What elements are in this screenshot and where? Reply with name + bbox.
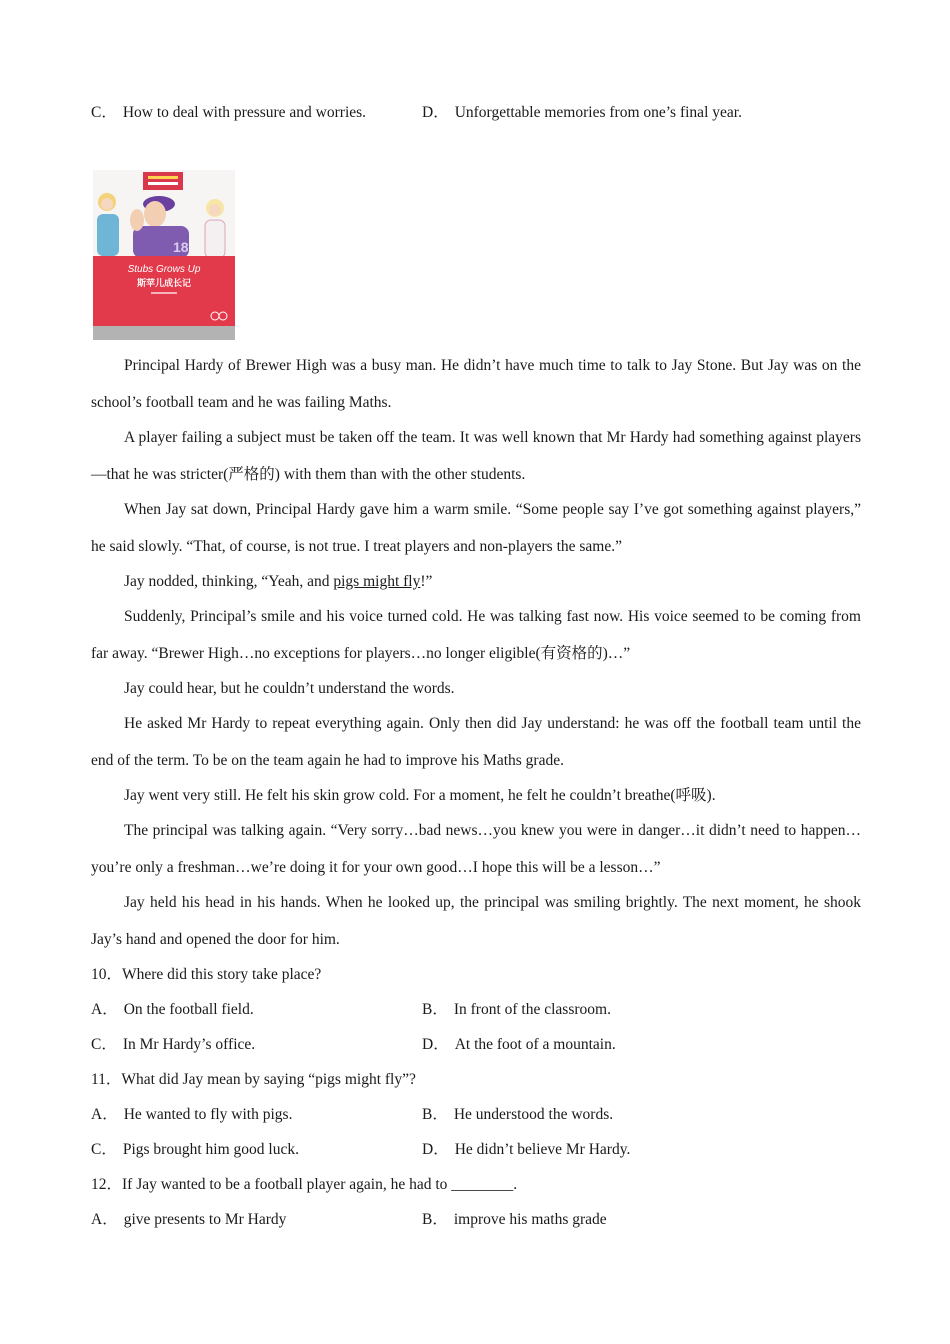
passage-paragraph-4: Jay nodded, thinking, “Yeah, and pigs might fly!” (124, 573, 433, 590)
question-11-stem: 11．What did Jay mean by saying “pigs might fly”? (91, 1071, 416, 1088)
option-b[interactable]: B． improve his maths grade (422, 1211, 607, 1228)
passage-paragraph-7: He asked Mr Hardy to repeat everything again. Only then did Jay understand: he was off the football team until the end of the term. To be on the team again he had to improve his Maths grade. (91, 715, 861, 769)
option-b[interactable]: B． In front of the classroom. (422, 1001, 611, 1018)
option-c[interactable]: C． Pigs brought him good luck. (91, 1141, 299, 1158)
passage-paragraph-8: Jay went very still. He felt his skin grow cold. For a moment, he felt he couldn’t breathe(呼吸). (124, 787, 716, 804)
question-10-options-row-2 (91, 1034, 871, 1056)
question-11-options-row-2 (91, 1139, 871, 1161)
passage-paragraph-3: When Jay sat down, Principal Hardy gave him a warm smile. “Some people say I’ve got something against players,” he said slowly. “That, of course, is not true. I treat players and non-players the same.” (91, 501, 861, 555)
passage-paragraph-10: Jay held his head in his hands. When he looked up, the principal was smiling brightly. The next moment, he shook Jay’s hand and opened the door for him. (91, 894, 861, 948)
option-a[interactable]: A． give presents to Mr Hardy (91, 1211, 287, 1228)
option-d[interactable]: D． He didn’t believe Mr Hardy. (422, 1141, 631, 1158)
question-11-options-row-1 (91, 1104, 871, 1126)
underlined-phrase: pigs might fly (333, 573, 421, 590)
passage-paragraph-5: Suddenly, Principal’s smile and his voice turned cold. He was talking fast now. His voice seemed to be coming from far away. “Brewer High…no exceptions for players…no longer eligible(有资格的)…” (91, 608, 861, 662)
prev-question-options (91, 102, 871, 124)
question-10-options-row-1 (91, 999, 871, 1021)
question-10-stem: 10．Where did this story take place? (91, 966, 322, 983)
option-a[interactable]: A． He wanted to fly with pigs. (91, 1106, 293, 1123)
jersey-number: 18 (173, 239, 189, 255)
option-b[interactable]: B． He understood the words. (422, 1106, 614, 1123)
book-title-cn: 斯苹儿成长记 (136, 279, 192, 289)
question-12-options-row-1 (91, 1209, 871, 1231)
book-title-en: Stubs Grows Up (127, 264, 201, 275)
option-d[interactable]: D． At the foot of a mountain. (422, 1036, 616, 1053)
passage-paragraph-6: Jay could hear, but he couldn’t understand the words. (124, 680, 455, 697)
passage-paragraph-1: Principal Hardy of Brewer High was a busy man. He didn’t have much time to talk to Jay Stone. But Jay was on the school’s football team and he was failing Maths. (91, 357, 861, 411)
option-d: D． Unforgettable memories from one’s final year. (422, 104, 742, 121)
question-12-stem: 12．If Jay wanted to be a football player again, he had to ________. (91, 1176, 518, 1193)
passage-paragraph-9: The principal was talking again. “Very sorry…bad news…you knew you were in danger…it didn’t need to happen…you’re only a freshman…we’re doing it for your own good…I hope this will be a lesson…” (91, 822, 861, 876)
option-c: C． How to deal with pressure and worries. (91, 104, 367, 121)
option-a[interactable]: A． On the football field. (91, 1001, 254, 1018)
option-c[interactable]: C． In Mr Hardy’s office. (91, 1036, 256, 1053)
passage-paragraph-2: A player failing a subject must be taken off the team. It was well known that Mr Hardy had something against players—that he was stricter(严格的) with them than with the other students. (91, 429, 861, 483)
book-cover-image (93, 170, 235, 340)
